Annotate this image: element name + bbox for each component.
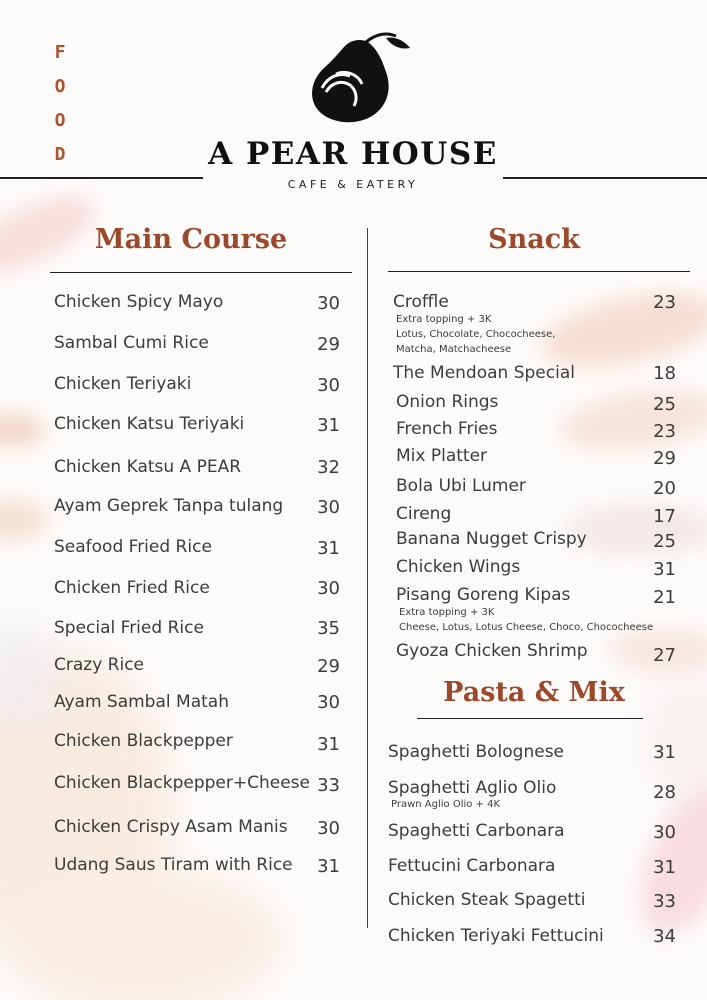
section-rule [417,718,643,719]
menu-item-name: Croffle [393,292,449,312]
menu-item-price: 31 [317,734,340,755]
menu-item-name: Chicken Katsu A PEAR [54,457,242,477]
header-rule-right [503,177,707,179]
side-letter: O [54,110,66,131]
header-rule-left [0,177,203,179]
menu-item-name: Banana Nugget Crispy [396,529,587,549]
menu-item-price: 18 [653,363,676,384]
menu-item-name: Seafood Fried Rice [54,537,212,557]
menu-item-name: Ayam Geprek Tanpa tulang [54,496,284,516]
menu-item-price: 21 [653,587,676,608]
menu-item-note: Lotus, Chocolate, Chococheese, [396,329,556,340]
column-divider [367,228,368,928]
menu-item-price: 29 [317,656,340,677]
pear-logo-icon [306,30,416,126]
menu-item-price: 23 [653,292,676,313]
menu-item-price: 23 [653,421,676,442]
menu-item-name: Sambal Cumi Rice [54,333,209,353]
menu-item-price: 30 [317,578,340,599]
menu-item-name: Crazy Rice [54,655,145,675]
menu-item-note: Cheese, Lotus, Lotus Cheese, Choco, Chococheese [399,622,654,633]
menu-item-name: Pisang Goreng Kipas [396,585,571,605]
menu-item-name: Mix Platter [396,446,488,466]
menu-item-name: Spaghetti Carbonara [388,821,565,841]
menu-item-price: 30 [317,692,340,713]
menu-item-note: Prawn Aglio Olio + 4K [391,799,501,810]
menu-item-note: Matcha, Matchacheese [396,344,512,355]
menu-item-name: Special Fried Rice [54,618,204,638]
menu-item-name: Gyoza Chicken Shrimp [396,641,588,661]
menu-item-price: 30 [317,818,340,839]
menu-item-price: 31 [653,857,676,878]
side-label-food [52,36,68,172]
menu-item-name: Udang Saus Tiram with Rice [54,855,293,875]
menu-item-name: Chicken Fried Rice [54,578,210,598]
menu-item-price: 20 [653,478,676,499]
menu-item-name: Chicken Steak Spagetti [388,890,586,910]
menu-item-price: 27 [653,645,676,666]
brand-name: A PEAR HOUSE [208,136,498,172]
menu-item-name: Spaghetti Aglio Olio [388,778,557,798]
menu-item-price: 29 [317,334,340,355]
side-letter: O [54,76,66,97]
menu-item-name: Chicken Blackpepper [54,731,233,751]
menu-item-price: 31 [317,415,340,436]
menu-item-price: 31 [317,856,340,877]
menu-item-name: Ayam Sambal Matah [54,692,229,712]
section-title-pasta-mix: Pasta & Mix [443,677,625,708]
menu-item-price: 17 [653,506,676,527]
menu-item-note: Extra topping + 3K [399,607,495,618]
menu-item-price: 30 [653,822,676,843]
section-rule [388,271,690,272]
section-rule [50,272,352,273]
menu-item-name: The Mendoan Special [393,363,575,383]
menu-item-price: 28 [653,782,676,803]
menu-item-name: Chicken Katsu Teriyaki [54,414,245,434]
menu-item-note: Extra topping + 3K [396,314,492,325]
menu-item-name: Fettucini Carbonara [388,856,556,876]
menu-item-price: 33 [653,891,676,912]
menu-item-name: Bola Ubi Lumer [396,476,526,496]
menu-item-name: French Fries [396,419,498,439]
menu-item-price: 34 [653,926,676,947]
menu-item-price: 25 [653,394,676,415]
side-letter: F [54,42,66,63]
side-letter: D [54,144,66,165]
menu-item-price: 31 [317,538,340,559]
menu-item-name: Chicken Teriyaki Fettucini [388,926,604,946]
brand-tagline: CAFE & EATERY [287,178,419,191]
menu-item-name: Chicken Wings [396,557,521,577]
menu-item-price: 31 [653,742,676,763]
menu-item-price: 30 [317,293,340,314]
menu-item-name: Cireng [396,504,452,524]
menu-item-name: Chicken Teriyaki [54,374,192,394]
menu-item-price: 31 [653,559,676,580]
menu-item-name: Chicken Crispy Asam Manis [54,817,288,837]
section-title-main-course: Main Course [94,224,288,255]
menu-item-name: Spaghetti Bolognese [388,742,565,762]
menu-item-name: Chicken Blackpepper+Cheese [54,773,310,793]
menu-item-price: 30 [317,497,340,518]
menu-item-name: Chicken Spicy Mayo [54,292,224,312]
menu-item-price: 30 [317,375,340,396]
menu-item-price: 35 [317,618,340,639]
menu-item-name: Onion Rings [396,392,499,412]
menu-item-price: 32 [317,457,340,478]
section-title-snack: Snack [488,224,580,255]
menu-item-price: 33 [317,775,340,796]
menu-item-price: 29 [653,448,676,469]
menu-item-price: 25 [653,531,676,552]
